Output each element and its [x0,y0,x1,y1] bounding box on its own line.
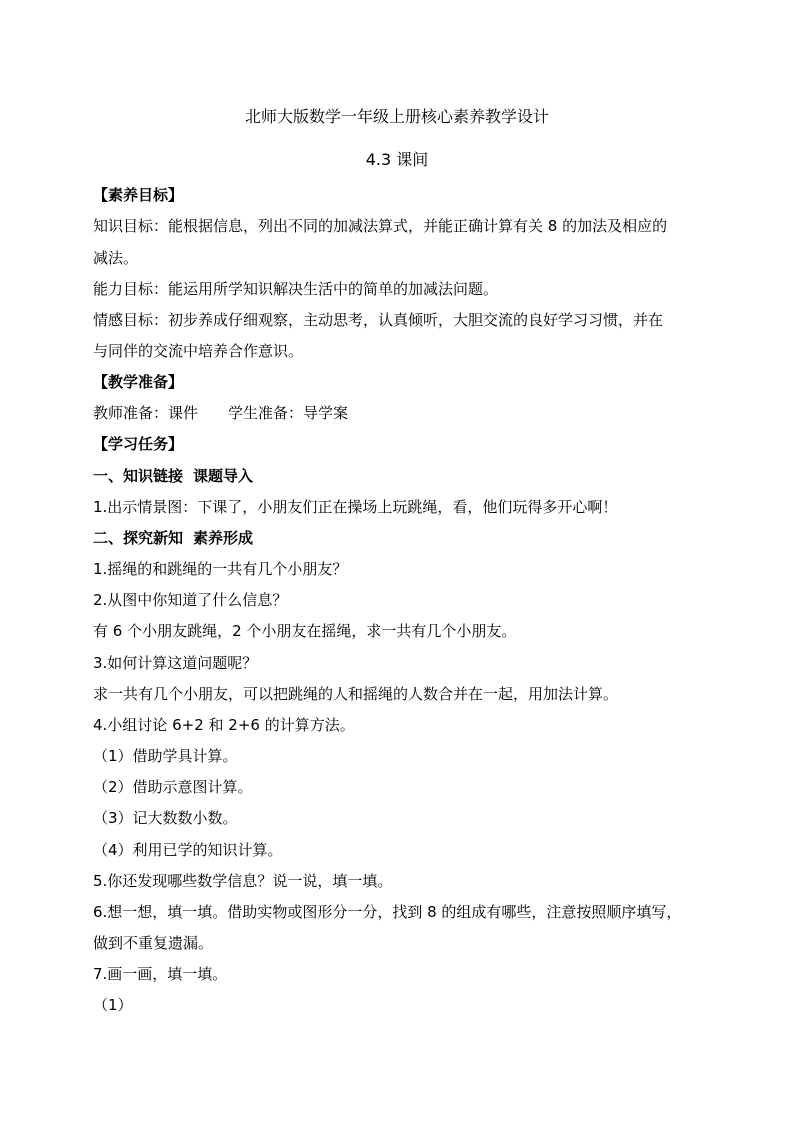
goal-knowledge-line-1: 知识目标：能根据信息，列出不同的加减法算式，并能正确计算有关 8 的加法及相应的 [93,217,668,235]
document-title: 北师大版数学一年级上册核心素养教学设计 [244,107,549,126]
part-two-subtitle: 素养形成 [193,529,254,547]
part-one-item-1: 1.出示情景图：下课了，小朋友们正在操场上玩跳绳，看，他们玩得多开心啊！ [93,498,618,516]
part-two-title: 二、探究新知 [93,529,184,547]
part-two-heading [93,528,253,548]
question-7-part-1: （1） [93,996,133,1014]
prep-teacher: 教师准备：课件 [93,404,199,422]
part-one-title: 一、知识链接 [93,467,184,485]
question-4-method-2: （2）借助示意图计算。 [93,778,253,796]
question-1: 1.摇绳的和跳绳的一共有几个小朋友？ [93,560,348,578]
prep-line [93,403,348,423]
question-2: 2.从图中你知道了什么信息？ [93,591,288,609]
goals-heading: 【素养目标】 [93,186,184,204]
part-one-subtitle: 课题导入 [193,467,254,485]
question-4-method-1: （1）借助学具计算。 [93,747,238,765]
question-4: 4.小组讨论 6+2 和 2+6 的计算方法。 [93,716,355,734]
question-5: 5.你还发现哪些数学信息？说一说，填一填。 [93,872,393,890]
goal-knowledge-line-2: 减法。 [93,249,139,267]
question-3: 3.如何计算这道问题呢？ [93,654,258,672]
question-3-answer: 求一共有几个小朋友，可以把跳绳的人和摇绳的人数合并在一起，用加法计算。 [93,685,619,703]
question-2-answer: 有 6 个小朋友跳绳，2 个小朋友在摇绳，求一共有几个小朋友。 [93,622,517,640]
question-6-line-1: 6.想一想，填一填。借助实物或图形分一分，找到 8 的组成有哪些，注意按照顺序填写， [93,903,682,921]
goal-emotion-line-1: 情感目标：初步养成仔细观察，主动思考，认真倾听，大胆交流的良好学习习惯，并在 [93,311,664,329]
part-one-heading [93,466,253,486]
prep-student: 学生准备：导学案 [228,404,349,422]
question-7: 7.画一画，填一填。 [93,965,228,983]
prep-heading: 【教学准备】 [93,373,184,391]
question-4-method-4: （4）利用已学的知识计算。 [93,841,283,859]
question-6-line-2: 做到不重复遗漏。 [93,934,214,952]
tasks-heading: 【学习任务】 [93,435,184,453]
goal-emotion-line-2: 与同伴的交流中培养合作意识。 [93,342,304,360]
question-4-method-3: （3）记大数数小数。 [93,809,238,827]
goal-ability: 能力目标：能运用所学知识解决生活中的简单的加减法问题。 [93,280,499,298]
lesson-title: 4.3 课间 [365,150,429,169]
